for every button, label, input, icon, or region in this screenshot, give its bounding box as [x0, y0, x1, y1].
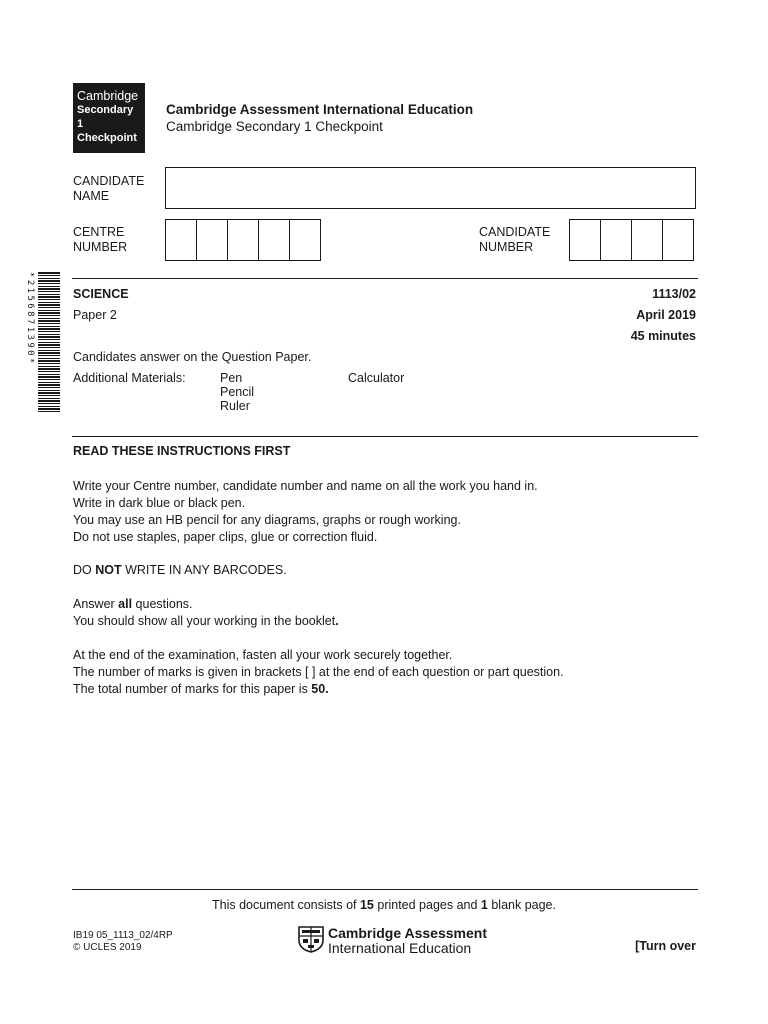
material-item: Ruler [220, 399, 250, 413]
copyright: © UCLES 2019 [73, 942, 142, 953]
divider [72, 278, 698, 279]
instruction-line: The total number of marks for this paper is 50. [73, 682, 329, 696]
brand-line-2: International Education [328, 940, 472, 956]
candidate-number-cell[interactable] [631, 219, 663, 261]
answer-note: Candidates answer on the Question Paper. [73, 350, 312, 364]
cambridge-crest-icon [298, 926, 324, 953]
candidate-name-field[interactable] [165, 167, 696, 209]
instructions-block-1 [73, 478, 538, 546]
instructions-heading: READ THESE INSTRUCTIONS FIRST [73, 444, 291, 458]
logo-line-2: Secondary 1 [77, 104, 134, 130]
logo-line-1: Cambridge [77, 89, 139, 103]
candidate-number-cell[interactable] [569, 219, 601, 261]
footer-reference [73, 930, 173, 954]
instruction-line: Write in dark blue or black pen. [73, 496, 246, 510]
centre-number-cell[interactable] [289, 219, 321, 261]
brand-line-1: Cambridge Assessment [328, 925, 487, 941]
organisation-name: Cambridge Assessment International Education [166, 102, 474, 117]
page-count-note: This document consists of 15 printed pages and 1 blank page. [212, 898, 556, 912]
centre-number-cell[interactable] [227, 219, 259, 261]
instruction-line: At the end of the examination, fasten all your work securely together. [73, 648, 453, 662]
paper-code: 1113/02 [652, 287, 696, 301]
exam-duration: 45 minutes [630, 329, 696, 343]
instruction-line: DO NOT WRITE IN ANY BARCODES. [73, 563, 287, 577]
instruction-line: You should show all your working in the booklet. [73, 614, 339, 628]
candidate-number-cell[interactable] [600, 219, 632, 261]
candidate-name-label: CANDIDATE NAME [73, 174, 145, 203]
instruction-line: You may use an HB pencil for any diagrams, graphs or rough working. [73, 513, 461, 527]
document-reference: IB19 05_1113_02/4RP [73, 930, 173, 941]
materials-list [220, 371, 254, 413]
exam-date: April 2019 [636, 308, 696, 322]
barcode [38, 272, 60, 412]
centre-number-label: CENTRE NUMBER [73, 225, 128, 254]
candidate-number-field[interactable] [569, 219, 694, 261]
footer-divider [72, 889, 698, 890]
logo-line-3: Checkpoint [77, 132, 137, 144]
instruction-line: Answer all questions. [73, 597, 193, 611]
centre-number-field[interactable] [165, 219, 321, 261]
instructions-block-3 [73, 596, 339, 630]
material-item: Pen [220, 371, 243, 385]
centre-number-cell[interactable] [258, 219, 290, 261]
centre-number-cell[interactable] [165, 219, 197, 261]
barcode-number: *2156871390* [25, 272, 35, 366]
paper-number: Paper 2 [73, 308, 117, 322]
instruction-line: The number of marks is given in brackets [ ] at the end of each question or part question. [73, 665, 564, 679]
divider [72, 436, 698, 437]
instructions-block-4 [73, 647, 564, 698]
materials-label: Additional Materials: [73, 371, 186, 385]
exam-name: Cambridge Secondary 1 Checkpoint [166, 119, 383, 134]
candidate-number-label: CANDIDATE NUMBER [479, 225, 551, 254]
material-item: Pencil [220, 385, 255, 399]
instruction-line: Do not use staples, paper clips, glue or correction fluid. [73, 530, 378, 544]
turn-over: [Turn over [635, 939, 696, 953]
instruction-line: Write your Centre number, candidate number and name on all the work you hand in. [73, 479, 538, 493]
centre-number-cell[interactable] [196, 219, 228, 261]
material-calculator: Calculator [348, 371, 405, 385]
subject: SCIENCE [73, 287, 129, 301]
instructions-block-2 [73, 562, 287, 579]
checkpoint-logo [73, 83, 145, 153]
candidate-number-cell[interactable] [662, 219, 694, 261]
